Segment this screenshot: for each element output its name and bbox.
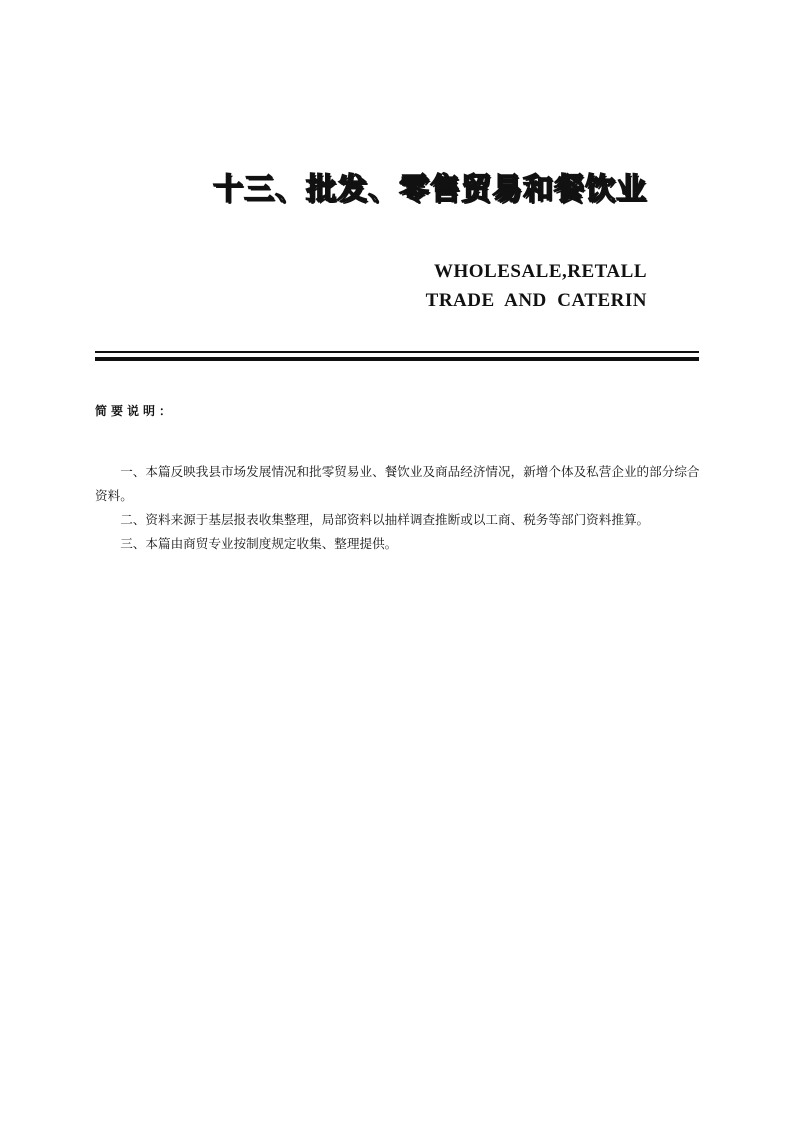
summary-paragraph-1: 一、本篇反映我县市场发展情况和批零贸易业、餐饮业及商品经济情况，新增个体及私营企业的部分综合资料。 <box>95 464 700 503</box>
summary-heading: 简要说明： <box>95 404 176 418</box>
chapter-title: 十三、批发、零售贸易和餐饮业 <box>213 172 647 207</box>
english-title-line-2: TRADE AND CATERIN <box>425 290 647 311</box>
summary-paragraph-3: 三、本篇由商贸专业按制度规定收集、整理提供。 <box>120 536 398 551</box>
english-title-line-1: WHOLESALE,RETALL <box>433 261 647 282</box>
english-title <box>426 257 647 315</box>
summary-body <box>95 460 701 556</box>
divider-thick <box>95 357 699 361</box>
divider-thin <box>95 351 699 353</box>
summary-paragraph-2: 二、资料来源于基层报表收集整理，局部资料以抽样调查推断或以工商、税务等部门资料推算。 <box>120 512 650 527</box>
